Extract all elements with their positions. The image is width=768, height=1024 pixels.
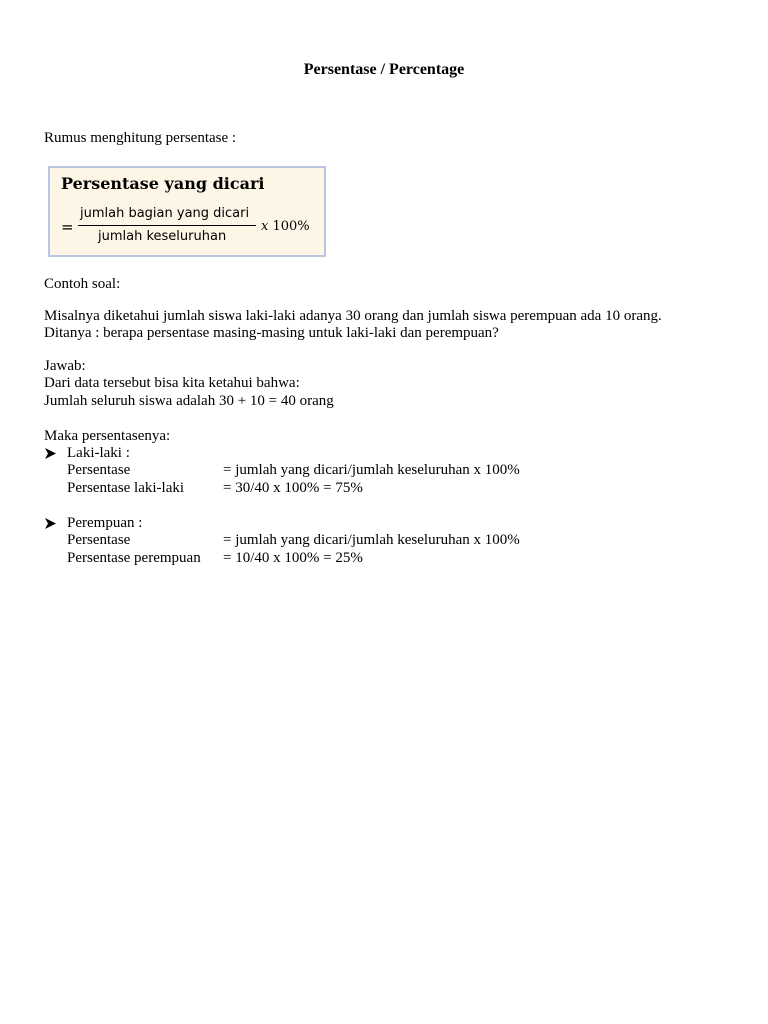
answer-line: Jumlah seluruh siswa adalah 30 + 10 = 40 orang bbox=[44, 393, 334, 409]
row-label: Persentase laki-laki bbox=[67, 480, 185, 496]
formula-denominator: jumlah keseluruhan bbox=[98, 229, 227, 244]
arrow-bullet-icon bbox=[44, 445, 60, 462]
group-heading: Laki-laki : bbox=[67, 445, 130, 461]
formula-times: x bbox=[261, 219, 269, 234]
group-heading: Perempuan : bbox=[67, 515, 143, 531]
row-label: Persentase perempuan bbox=[67, 550, 201, 566]
answer-label: Jawab: bbox=[44, 358, 86, 374]
formula-numerator: jumlah bagian yang dicari bbox=[80, 206, 250, 221]
row-value: = 30/40 x 100% = 75% bbox=[223, 480, 363, 496]
formula-equals: = bbox=[61, 218, 74, 236]
formula-image bbox=[48, 166, 326, 257]
row-value: = jumlah yang dicari/jumlah keseluruhan x 100% bbox=[223, 462, 520, 478]
answer-line: Dari data tersebut bisa kita ketahui bahwa: bbox=[44, 375, 300, 391]
page-title: Persentase / Percentage bbox=[303, 61, 465, 78]
formula-multiplier bbox=[261, 219, 310, 235]
formula-heading: Persentase yang dicari bbox=[61, 174, 265, 193]
problem-line: Misalnya diketahui jumlah siswa laki-laki adanya 30 orang dan jumlah siswa perempuan ada 10 orang. bbox=[44, 308, 662, 324]
row-label: Persentase bbox=[67, 462, 131, 478]
example-label: Contoh soal: bbox=[44, 276, 121, 292]
result-label: Maka persentasenya: bbox=[44, 428, 171, 444]
row-label: Persentase bbox=[67, 532, 131, 548]
intro-text: Rumus menghitung persentase : bbox=[44, 130, 237, 146]
row-value: = 10/40 x 100% = 25% bbox=[223, 550, 363, 566]
fraction-bar bbox=[78, 225, 256, 226]
formula-multiplier-value: 100% bbox=[272, 219, 310, 234]
row-value: = jumlah yang dicari/jumlah keseluruhan x 100% bbox=[223, 532, 520, 548]
arrow-bullet-icon bbox=[44, 515, 60, 532]
problem-line: Ditanya : berapa persentase masing-masing untuk laki-laki dan perempuan? bbox=[44, 325, 499, 341]
